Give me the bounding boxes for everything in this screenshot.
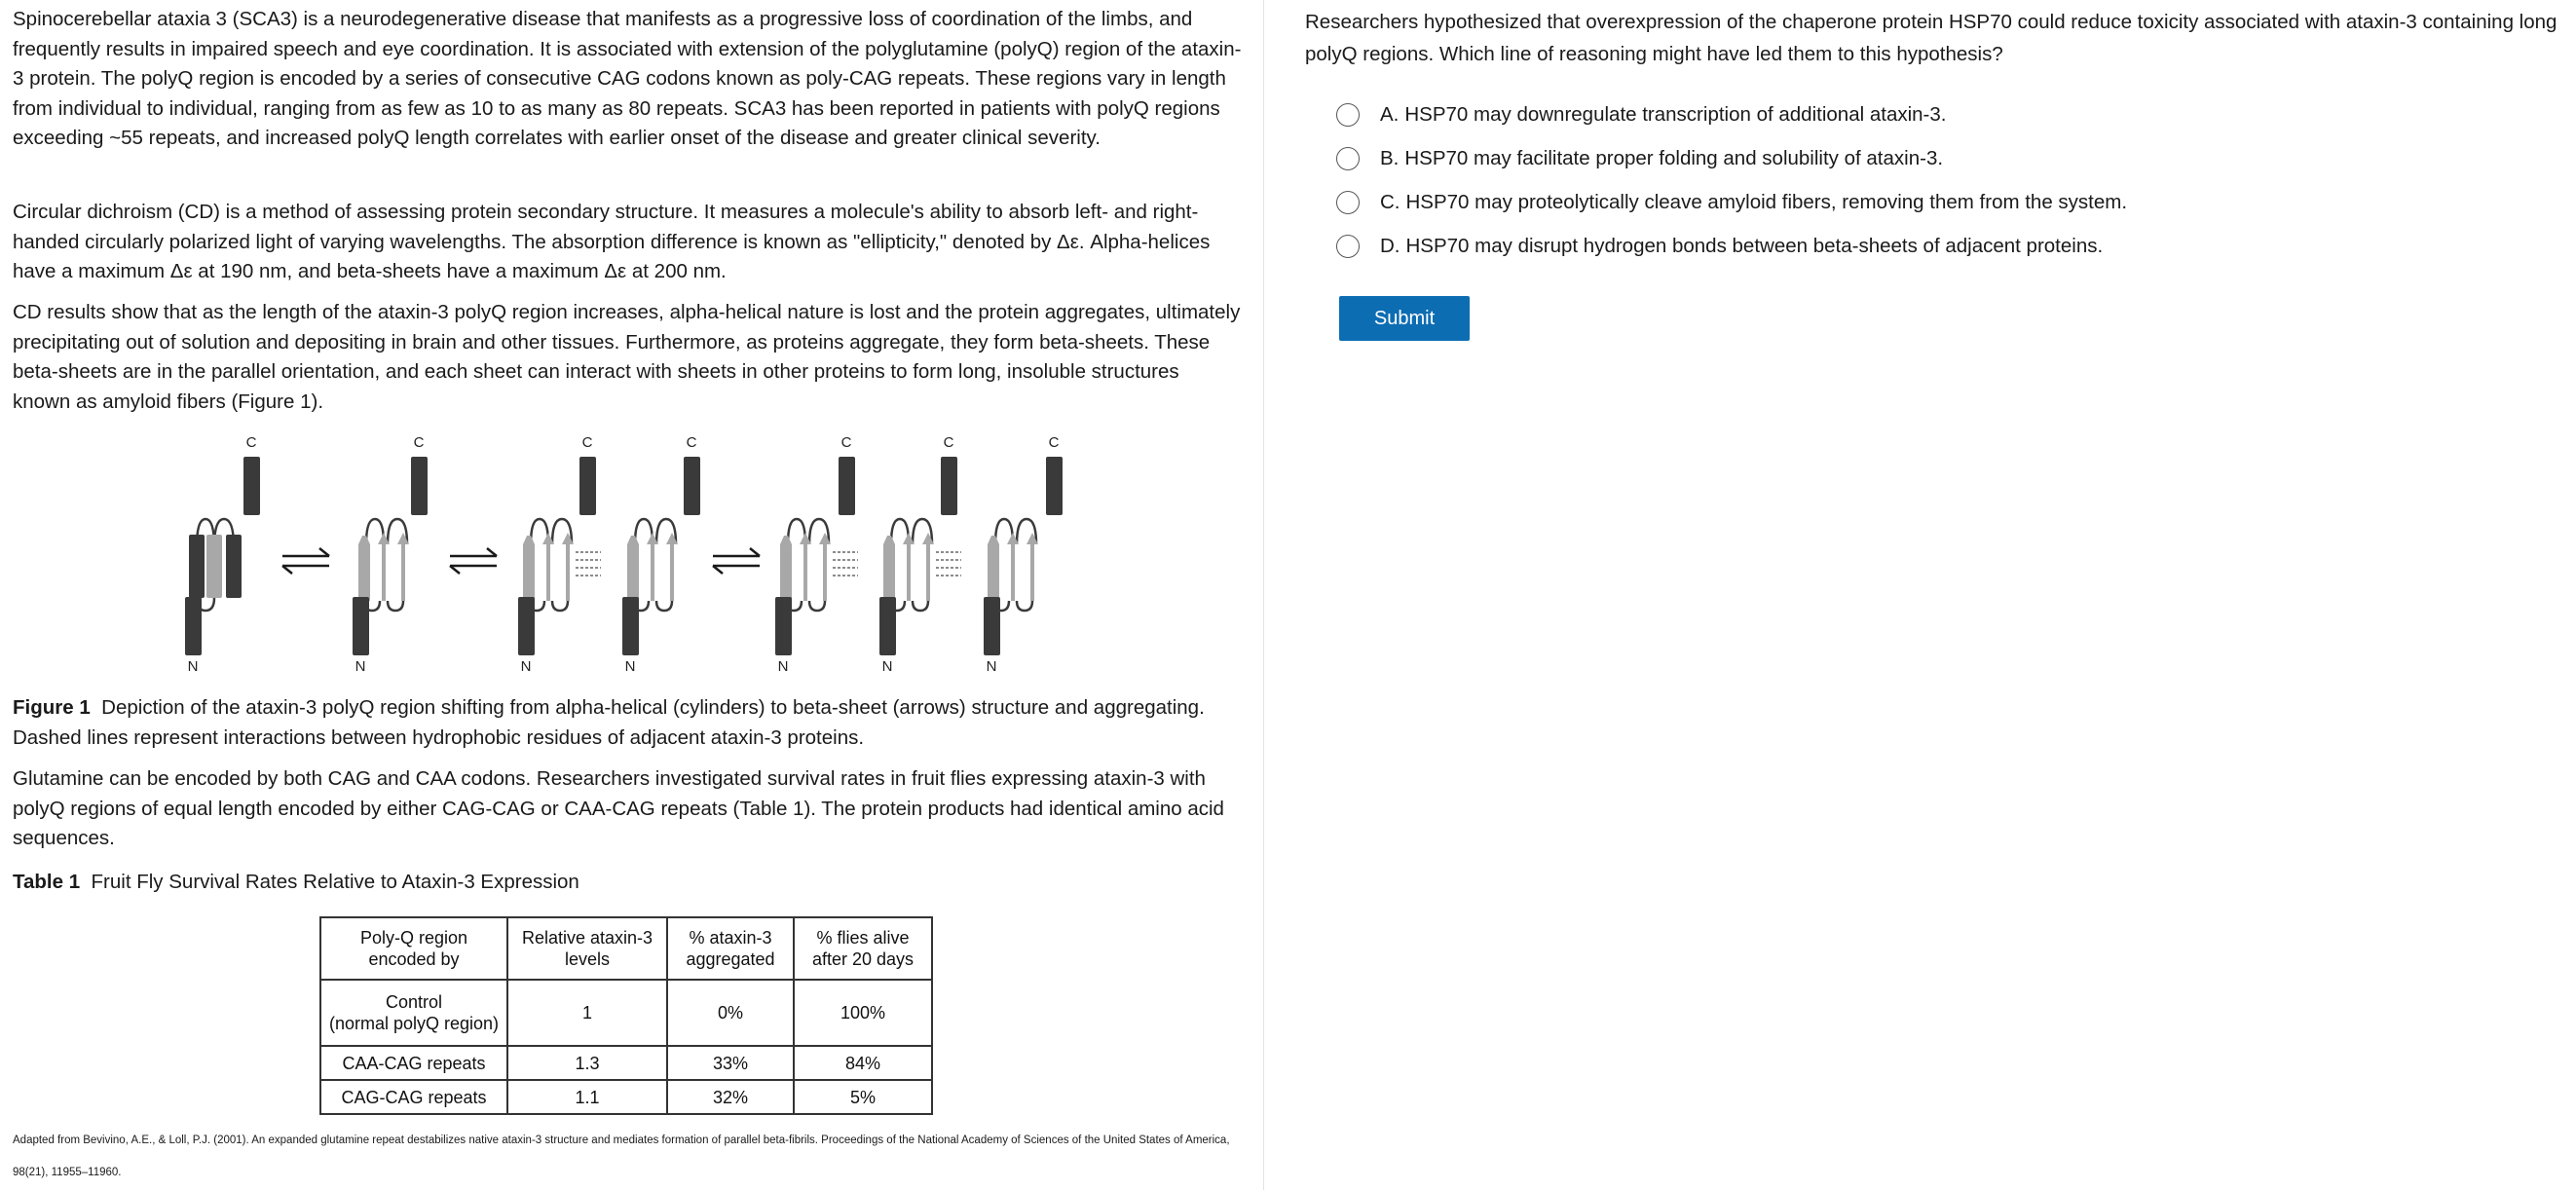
c-label: C	[686, 434, 697, 451]
citation: Adapted from Bevivino, A.E., & Loll, P.J. (2001). An expanded glutamine repeat destabilizes native ataxin-3 structure and mediates formation of parallel beta-fibrils. Proceedings of the National Academy of Sciences of the United States of America, 98(21), 11955–11960.	[13, 1134, 1230, 1178]
answer-option-c[interactable]	[1336, 187, 2127, 218]
table-cell: 5%	[794, 1080, 932, 1114]
passage-paragraph-2: Circular dichroism (CD) is a method of assessing protein secondary structure. It measures a molecule's ability to absorb left- and right-handed circularly polarized light of varying wavelengths. The absorption difference is known as "ellipticity," denoted by Δε. Alpha-helices have a maximum Δε at 190 nm, and beta-sheets have a maximum Δε at 200 nm.	[13, 201, 1211, 282]
n-label: N	[520, 658, 532, 675]
figure-caption-text: Depiction of the ataxin-3 polyQ region shifting from alpha-helical (cylinders) to beta-sheet (arrows) structure and aggregating. Dashed lines represent interactions between hydrophobic residues of adjacent ataxin-3 proteins.	[13, 696, 1205, 749]
table-cell: 32%	[667, 1080, 794, 1114]
table-cell: 1.1	[507, 1080, 667, 1114]
option-letter: B.	[1380, 147, 1400, 169]
n-label: N	[187, 658, 199, 675]
table-1-title	[13, 868, 1242, 898]
c-label: C	[581, 434, 593, 451]
n-label: N	[777, 658, 789, 675]
table-cell: 84%	[794, 1046, 932, 1080]
passage-pane	[0, 0, 1264, 1190]
radio-button[interactable]	[1336, 103, 1360, 127]
option-letter: A.	[1380, 103, 1400, 126]
c-label: C	[413, 434, 425, 451]
option-text: HSP70 may disrupt hydrogen bonds between beta-sheets of adjacent proteins.	[1405, 235, 2104, 257]
table-cell: 33%	[667, 1046, 794, 1080]
passage-paragraph-3: CD results show that as the length of the ataxin-3 polyQ region increases, alpha-helical nature is lost and the protein aggregates, ultimately precipitating out of solution and depositing in brain and other tissues. Furthermore, as proteins aggregate, they form beta-sheets. These beta-sheets are in the parallel orientation, and each sheet can interact with sheets in other proteins to form long, insoluble structures known as amyloid fibers (Figure 1).	[13, 301, 1241, 413]
option-text: HSP70 may proteolytically cleave amyloid fibers, removing them from the system.	[1405, 191, 2128, 213]
option-text: HSP70 may facilitate proper folding and solubility of ataxin-3.	[1404, 147, 1944, 169]
protein-1	[185, 434, 260, 675]
table-header-row	[320, 917, 932, 980]
answer-option-d[interactable]	[1336, 231, 2103, 262]
n-label: N	[355, 658, 366, 675]
submit-button[interactable]: Submit	[1339, 296, 1470, 341]
table-header-cell: % flies alive after 20 days	[794, 917, 932, 980]
survival-table	[319, 916, 933, 1115]
passage-paragraph-1: Spinocerebellar ataxia 3 (SCA3) is a neurodegenerative disease that manifests as a progressive loss of coordination of the limbs, and frequently results in impaired speech and eye coordination. It is associated with extension of the polyglutamine (polyQ) region of the ataxin-3 protein. The polyQ region is encoded by a series of consecutive CAG codons known as poly-CAG repeats. These regions vary in length from individual to individual, ranging from as few as 10 to as many as 80 repeats. SCA3 has been reported in patients with polyQ regions exceeding ~55 repeats, and increased polyQ length correlates with earlier onset of the disease and greater clinical severity.	[13, 8, 1242, 149]
question-pane	[1265, 0, 2576, 1190]
radio-button[interactable]	[1336, 191, 1360, 214]
figure-caption-label: Figure 1	[13, 696, 91, 719]
option-letter: C.	[1380, 191, 1400, 213]
passage-paragraph-4: Glutamine can be encoded by both CAG and CAA codons. Researchers investigated survival rates in fruit flies expressing ataxin-3 with polyQ regions of equal length encoded by either CAG-CAG or CAA-CAG repeats (Table 1). The protein products had identical amino acid sequences.	[13, 767, 1224, 849]
question-stem: Researchers hypothesized that overexpression of the chaperone protein HSP70 could reduce toxicity associated with ataxin-3 containing long polyQ regions. Which line of reasoning might have led them to this hypothesis?	[1305, 11, 2557, 65]
table-cell: 1	[507, 980, 667, 1046]
radio-button[interactable]	[1336, 235, 1360, 258]
table-title-label: Table 1	[13, 871, 81, 893]
protein-dimer	[518, 434, 700, 675]
table-title-text: Fruit Fly Survival Rates Relative to Ataxin-3 Expression	[91, 871, 579, 893]
equilibrium-arrow	[713, 548, 760, 574]
figure-1-diagram	[175, 433, 1081, 677]
option-text: HSP70 may downregulate transcription of additional ataxin-3.	[1404, 103, 1947, 126]
protein-2	[353, 434, 428, 675]
table-header-cell: % ataxin-3 aggregated	[667, 917, 794, 980]
table-cell: CAA-CAG repeats	[320, 1046, 507, 1080]
n-label: N	[881, 658, 893, 675]
c-label: C	[840, 434, 852, 451]
n-label: N	[986, 658, 997, 675]
table-row	[320, 1046, 932, 1080]
table-row	[320, 1080, 932, 1114]
answer-option-b[interactable]	[1336, 143, 1943, 174]
c-label: C	[1048, 434, 1060, 451]
table-cell: 1.3	[507, 1046, 667, 1080]
equilibrium-arrow	[450, 548, 497, 574]
answer-option-a[interactable]	[1336, 99, 1946, 130]
c-label: C	[943, 434, 954, 451]
table-header-cell: Relative ataxin-3 levels	[507, 917, 667, 980]
table-cell: CAG-CAG repeats	[320, 1080, 507, 1114]
option-letter: D.	[1380, 235, 1400, 257]
radio-button[interactable]	[1336, 147, 1360, 170]
equilibrium-arrow	[282, 548, 329, 574]
protein-trimer	[775, 434, 1063, 675]
c-label: C	[245, 434, 257, 451]
table-row	[320, 980, 932, 1046]
table-cell: 100%	[794, 980, 932, 1046]
n-label: N	[624, 658, 636, 675]
table-cell: 0%	[667, 980, 794, 1046]
table-cell: Control (normal polyQ region)	[320, 980, 507, 1046]
table-header-cell: Poly-Q region encoded by	[320, 917, 507, 980]
figure-1-caption	[13, 693, 1242, 753]
